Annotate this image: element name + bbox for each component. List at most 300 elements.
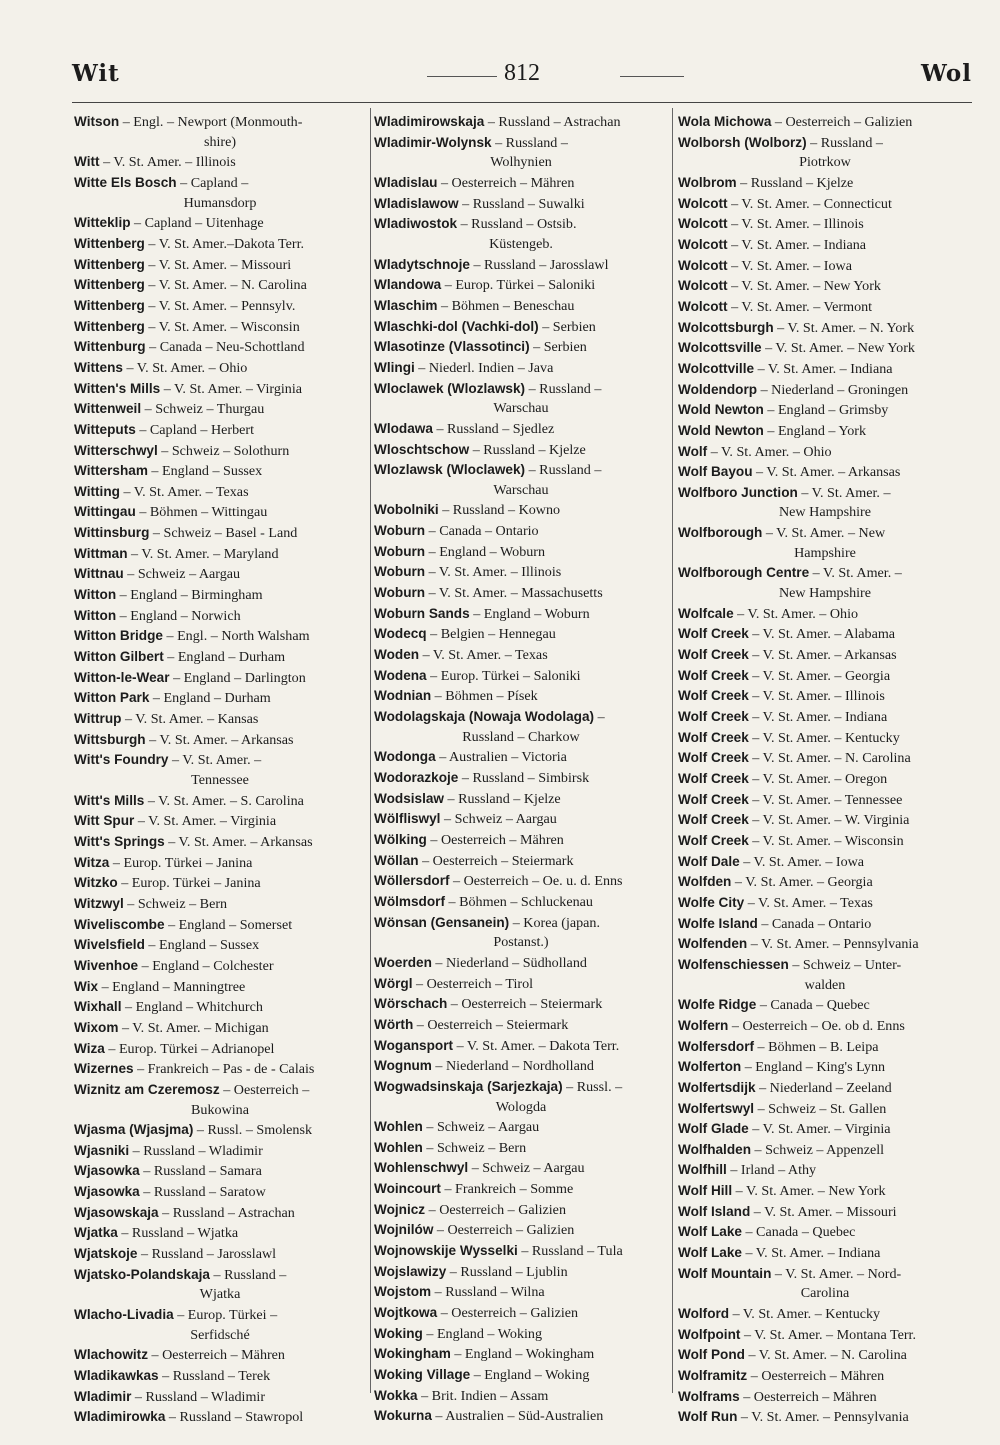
entry-line	[74, 112, 366, 133]
entry-continuation: Hampshire	[794, 544, 856, 561]
place-location: – Schweiz – Bern	[422, 1139, 527, 1156]
gazetteer-entry	[374, 583, 668, 604]
gazetteer-entry	[74, 730, 366, 751]
place-location: – Canada – Quebec	[741, 1224, 856, 1241]
place-name: Witt's Springs	[74, 833, 165, 849]
gazetteer-entry	[74, 275, 366, 296]
entry-line	[374, 645, 668, 666]
gazetteer-entry	[678, 831, 972, 852]
place-name: Wolf Creek	[678, 688, 749, 704]
place-name: Wolf Hill	[678, 1183, 733, 1199]
entry-line	[678, 214, 972, 235]
place-location: – Canada – Neu-Schottland	[145, 339, 305, 356]
place-location: – Schweiz – Aargau	[422, 1119, 540, 1136]
place-location: – V. St. Amer. – Missouri	[750, 1203, 897, 1220]
gazetteer-entry	[678, 769, 972, 790]
place-location: – Schweiz – Bern	[123, 895, 228, 912]
place-name: Wiza	[74, 1040, 105, 1056]
place-name: Witson	[74, 114, 120, 129]
place-name: Wittersham	[74, 463, 148, 479]
place-location: – V. St. Amer. – Illinois	[748, 688, 885, 705]
place-location: – V. St. Amer. – Kentucky	[748, 729, 900, 746]
entry-continuation: Küstengeb.	[489, 235, 553, 252]
entry-line	[74, 255, 366, 276]
entry-line	[74, 544, 366, 565]
gazetteer-entry	[74, 358, 366, 379]
entry-line	[74, 688, 366, 709]
gazetteer-entry	[374, 1303, 668, 1324]
gazetteer-entry	[74, 832, 366, 853]
place-location: – Russland – Kowno	[438, 502, 561, 519]
gazetteer-entry	[374, 112, 668, 133]
gazetteer-entry	[374, 460, 668, 500]
place-name: Wohlenschwyl	[374, 1160, 469, 1176]
entry-line	[74, 564, 366, 585]
place-location: – Europ. Türkei – Adrianopel	[104, 1040, 275, 1057]
entry-line	[374, 913, 668, 934]
place-location: – V. St. Amer. – Virginia	[748, 1121, 891, 1138]
gazetteer-entry	[374, 892, 668, 913]
place-name: Wolf Lake	[678, 1224, 742, 1240]
entry-line	[74, 915, 366, 936]
entry-line	[374, 296, 668, 317]
place-name: Wolcott	[678, 236, 728, 252]
place-location: – Russland – Suwalki	[458, 195, 585, 212]
gazetteer-entry	[678, 995, 972, 1016]
place-location: – Europ. Türkei – Janina	[117, 875, 261, 892]
place-location: – Böhmen – Písek	[431, 688, 538, 705]
gazetteer-entry	[74, 997, 366, 1018]
gazetteer-entry	[678, 421, 972, 442]
place-location: – Schweiz – Solothurn	[157, 442, 290, 459]
entry-continuation: shire)	[203, 133, 237, 150]
entry-line	[74, 832, 366, 853]
place-location: – Schweiz – Appenzell	[751, 1141, 885, 1158]
gazetteer-entry	[374, 809, 668, 830]
place-name: Wlodawa	[374, 420, 433, 436]
gazetteer-entry	[678, 1119, 972, 1140]
place-location: – Oesterreich – Galizien	[425, 1201, 566, 1218]
place-location: – V. St. Amer. – Pennsylvania	[737, 1409, 909, 1426]
entry-line	[374, 1386, 668, 1407]
gazetteer-entry	[374, 379, 668, 419]
place-name: Wiznitz am Czeremosz	[74, 1081, 220, 1097]
entry-line	[678, 831, 972, 852]
column-1	[74, 112, 366, 1432]
place-name: Wolford	[678, 1306, 730, 1322]
entry-line	[374, 768, 668, 789]
place-name: Wojslawizy	[374, 1263, 447, 1279]
place-location: – Serbien	[529, 339, 587, 356]
gazetteer-entry	[74, 709, 366, 730]
entry-line	[374, 707, 668, 728]
entry-line	[678, 523, 972, 544]
entry-continuation: Russland – Charkow	[462, 728, 580, 745]
place-name: Wolfe Ridge	[678, 997, 757, 1013]
entry-line	[678, 728, 972, 749]
entry-line	[374, 214, 668, 235]
place-location: – Russland – Wilna	[431, 1284, 545, 1301]
entry-line	[74, 1387, 366, 1408]
gazetteer-entry	[678, 1181, 972, 1202]
gazetteer-entry	[678, 112, 972, 133]
gazetteer-entry	[374, 1406, 668, 1427]
place-location: – V. St. Amer. – Pennsylvania	[747, 936, 919, 953]
gazetteer-entry	[74, 585, 366, 606]
gazetteer-entry	[374, 768, 668, 789]
entry-line	[374, 974, 668, 995]
place-name: Wola Michowa	[678, 114, 772, 129]
place-location: – Canada – Ontario	[425, 523, 539, 540]
place-name: Wolf Mountain	[678, 1265, 772, 1281]
entry-line	[678, 1160, 972, 1181]
entry-line	[374, 1262, 668, 1283]
place-name: Witt Spur	[74, 813, 135, 829]
entry-continuation: Postanst.)	[493, 934, 549, 951]
entry-line	[678, 1016, 972, 1037]
entry-line	[374, 851, 668, 872]
place-name: Wolcott	[678, 257, 728, 273]
gazetteer-entry	[678, 1037, 972, 1058]
gazetteer-entry	[74, 915, 366, 936]
place-location: – Böhmen – Schluckenau	[444, 893, 593, 910]
entry-line	[374, 953, 668, 974]
gazetteer-entry	[374, 440, 668, 461]
gazetteer-entry	[678, 707, 972, 728]
gazetteer-entry	[374, 275, 668, 296]
entry-line	[74, 750, 366, 771]
place-location: – V. St. Amer. – Montana Terr.	[740, 1326, 916, 1343]
entry-line	[374, 871, 668, 892]
gazetteer-entry	[678, 1387, 972, 1408]
place-location: – Frankreich – Somme	[440, 1181, 574, 1198]
entry-line	[678, 483, 972, 504]
place-name: Wörschach	[374, 996, 448, 1012]
place-location: – Europ. Türkei – Saloniki	[441, 277, 596, 294]
place-location: – V. St. Amer. – Connecticut	[727, 195, 892, 212]
place-name: Witterschwyl	[74, 442, 158, 458]
column-3	[678, 112, 972, 1432]
place-location: – V. St. Amer. – New York	[727, 278, 881, 295]
entry-line	[74, 234, 366, 255]
place-location: – V. St. Amer. – Iowa	[727, 257, 852, 274]
place-name: Wogwadsinskaja (Sarjezkaja)	[374, 1078, 563, 1094]
gazetteer-entry	[74, 152, 366, 173]
place-location: – Russland – Samara	[139, 1163, 262, 1180]
place-location: – Russland – Astrachan	[158, 1204, 295, 1221]
gazetteer-entry	[374, 133, 668, 173]
entry-line	[374, 542, 668, 563]
place-location: – V. St. Amer. – S. Carolina	[144, 792, 304, 809]
place-name: Wladimirowskaja	[374, 114, 485, 129]
entry-line	[374, 194, 668, 215]
place-location: – Oesterreich – Galizien	[437, 1305, 579, 1322]
gazetteer-entry	[374, 1282, 668, 1303]
gazetteer-entry	[678, 955, 972, 995]
gazetteer-entry	[74, 688, 366, 709]
entry-line	[678, 133, 972, 154]
place-name: Wölking	[374, 831, 427, 847]
place-name: Woburn	[374, 564, 426, 580]
gazetteer-entry	[678, 1407, 972, 1428]
place-location: – England – York	[763, 422, 867, 439]
place-location: – Oesterreich – Mähren	[747, 1368, 885, 1385]
gazetteer-entry	[74, 399, 366, 420]
gazetteer-entry	[74, 296, 366, 317]
place-location: – Oesterreich – Oe. ob d. Enns	[728, 1017, 905, 1034]
header-rule-right	[620, 76, 684, 77]
entry-line	[74, 502, 366, 523]
place-name: Wolf Glade	[678, 1121, 749, 1137]
gazetteer-entry	[678, 380, 972, 401]
place-name: Wjasowskaja	[74, 1204, 159, 1220]
place-name: Wolcott	[678, 298, 728, 314]
gazetteer-entry	[74, 1080, 366, 1120]
entry-line	[678, 380, 972, 401]
gazetteer-entry	[74, 337, 366, 358]
gazetteer-entry	[74, 1387, 366, 1408]
place-name: Wixom	[74, 1019, 119, 1035]
place-location: – England – Whitchurch	[121, 999, 263, 1016]
gazetteer-entry	[74, 1345, 366, 1366]
place-location: – V. St. Amer. – N. York	[773, 319, 915, 336]
gazetteer-entry	[374, 645, 668, 666]
place-location: – V. St. Amer. –	[168, 752, 262, 769]
entry-line	[74, 668, 366, 689]
gazetteer-entry	[374, 1179, 668, 1200]
gazetteer-entry	[678, 214, 972, 235]
entry-line	[374, 521, 668, 542]
gazetteer-entry	[74, 1223, 366, 1244]
place-name: Wokingham	[374, 1346, 451, 1362]
entry-line	[74, 873, 366, 894]
place-name: Wölmsdorf	[374, 893, 445, 909]
place-name: Wolfboro Junction	[678, 484, 798, 500]
entry-line	[678, 748, 972, 769]
gazetteer-entry	[374, 542, 668, 563]
gazetteer-entry	[374, 1158, 668, 1179]
place-name: Wittenberg	[74, 277, 145, 293]
place-name: Witton-le-Wear	[74, 669, 170, 685]
gazetteer-entry	[74, 1018, 366, 1039]
gazetteer-entry	[74, 935, 366, 956]
place-name: Witton Park	[74, 690, 150, 706]
place-location: – V. St. Amer. – Ohio	[707, 443, 832, 460]
place-location: – Niederland – Südholland	[431, 954, 587, 971]
entry-line	[374, 747, 668, 768]
place-location: – Russland – Saratow	[139, 1184, 266, 1201]
gazetteer-entry	[74, 1203, 366, 1224]
entry-line	[374, 440, 668, 461]
gazetteer-entry	[678, 442, 972, 463]
place-name: Wjasowka	[74, 1163, 140, 1179]
place-name: Wittenberg	[74, 297, 145, 313]
place-location: – Russland – Jarosslawl	[137, 1246, 277, 1263]
place-name: Wolf Lake	[678, 1245, 742, 1261]
place-location: – England – Woburn	[425, 543, 546, 560]
gazetteer-entry	[374, 1200, 668, 1221]
place-name: Wolframs	[678, 1388, 740, 1404]
entry-line	[374, 994, 668, 1015]
place-name: Wittens	[74, 359, 123, 375]
place-location: – Russland – Astrachan	[484, 114, 621, 130]
place-location: – V. St. Amer. – Indiana	[741, 1245, 881, 1262]
gazetteer-entry	[74, 668, 366, 689]
gazetteer-entry	[678, 1222, 972, 1243]
place-name: Wolfe City	[678, 894, 745, 910]
place-location: – Oesterreich – Galizien	[771, 114, 913, 130]
gazetteer-entry	[74, 1161, 366, 1182]
entry-line	[374, 1117, 668, 1138]
place-location: – Russland – Tula	[517, 1243, 623, 1260]
place-name: Wix	[74, 978, 99, 994]
place-name: Wolfertswyl	[678, 1100, 755, 1116]
place-name: Wixhall	[74, 999, 122, 1015]
gazetteer-entry	[374, 337, 668, 358]
place-name: Wolf Creek	[678, 709, 749, 725]
gazetteer-entry	[374, 317, 668, 338]
entry-continuation: Wjatka	[199, 1286, 241, 1303]
gazetteer-entry	[74, 1265, 366, 1305]
entry-line	[74, 1203, 366, 1224]
place-name: Wittrup	[74, 711, 122, 727]
place-name: Wöllan	[374, 852, 419, 868]
place-location: – V. St. Amer. – New York	[761, 340, 915, 357]
entry-line	[374, 1158, 668, 1179]
place-name: Wodolagskaja (Nowaja Wodolaga)	[374, 709, 595, 725]
place-name: Woden	[374, 647, 420, 663]
place-location: – England – Wokingham	[450, 1346, 595, 1363]
gazetteer-entry	[678, 934, 972, 955]
entry-continuation: Tennessee	[191, 772, 249, 788]
place-location: – V. St. Amer. – Illinois	[727, 216, 864, 233]
place-location: – V. St. Amer. – Arkansas	[748, 647, 897, 664]
place-location: – V. St. Amer. – Arkansas	[164, 833, 313, 850]
place-location: – Russland – Kjelze	[469, 441, 586, 458]
gazetteer-entry	[678, 872, 972, 893]
entry-line	[678, 1387, 972, 1408]
place-name: Woking	[374, 1325, 423, 1341]
header-right-keyword: Wol	[920, 60, 972, 87]
entry-line	[74, 420, 366, 441]
entry-line	[678, 1202, 972, 1223]
gazetteer-entry	[374, 666, 668, 687]
entry-line	[374, 1220, 668, 1241]
entry-line	[74, 811, 366, 832]
entry-line	[374, 562, 668, 583]
gazetteer-entry	[678, 893, 972, 914]
place-location: – Brit. Indien – Assam	[417, 1387, 549, 1404]
place-location: – V. St. Amer. – New York	[732, 1183, 886, 1200]
place-location: – Russland –	[525, 462, 602, 479]
entry-line	[678, 624, 972, 645]
place-location: – Russland –	[209, 1266, 287, 1283]
entry-line	[678, 462, 972, 483]
place-location: – Frankreich – Pas - de - Calais	[133, 1061, 315, 1078]
place-name: Wolf Creek	[678, 667, 749, 683]
place-location: – Russland – Ostsib.	[457, 216, 577, 233]
place-location: – Schweiz – St. Gallen	[754, 1100, 887, 1117]
entry-line	[374, 583, 668, 604]
place-name: Wittingau	[74, 504, 136, 520]
gazetteer-entry	[678, 1202, 972, 1223]
place-name: Wladimirowka	[74, 1409, 166, 1425]
place-name: Wojtkowa	[374, 1305, 438, 1321]
place-location: – Oesterreich – Steiermark	[413, 1016, 569, 1033]
place-location: – V. St. Amer. – Kansas	[121, 711, 259, 728]
gazetteer-entry	[374, 707, 668, 747]
gazetteer-entry	[374, 974, 668, 995]
place-location: – Russland – Kjelze	[736, 174, 854, 191]
place-location: – Europ. Türkei – Janina	[109, 854, 253, 871]
place-location: – V. St. Amer. – Indiana	[748, 709, 888, 726]
place-name: Wivenhoe	[74, 957, 139, 973]
gazetteer-entry	[74, 1182, 366, 1203]
gazetteer-entry	[678, 1099, 972, 1120]
place-name: Wolframitz	[678, 1368, 748, 1384]
place-name: Wittenberg	[74, 256, 145, 272]
place-name: Wolf Dale	[678, 853, 740, 869]
place-location: – V. St. Amer. – Georgia	[731, 874, 873, 891]
entry-line	[74, 1305, 366, 1326]
gazetteer-entry	[678, 1264, 972, 1304]
place-location: – Oesterreich – Steiermark	[447, 996, 603, 1013]
gazetteer-entry	[374, 1117, 668, 1138]
place-location: – V. St. Amer. – Pennsylv.	[144, 297, 296, 314]
place-location: – V. St. Amer. –	[809, 565, 902, 582]
entry-line	[74, 1018, 366, 1039]
gazetteer-entry	[374, 1365, 668, 1386]
gazetteer-entry	[74, 1244, 366, 1265]
entry-line	[678, 318, 972, 339]
entry-line	[678, 666, 972, 687]
entry-line	[374, 133, 668, 154]
place-name: Witt's Foundry	[74, 752, 169, 768]
place-name: Wloschtschow	[374, 441, 470, 457]
place-location: – Europ. Türkei – Saloniki	[426, 667, 581, 684]
entry-line	[374, 604, 668, 625]
entry-line	[374, 1200, 668, 1221]
place-name: Wjasma (Wjasjma)	[74, 1122, 194, 1138]
place-location: – Australien – Victoria	[435, 749, 567, 766]
place-name: Wokurna	[374, 1408, 432, 1424]
place-name: Wittinsburg	[74, 525, 150, 541]
place-name: Wolfertsdijk	[678, 1079, 756, 1095]
entry-line	[74, 1345, 366, 1366]
place-name: Wolcottsburgh	[678, 319, 774, 335]
gazetteer-entry	[74, 1039, 366, 1060]
gazetteer-entry	[374, 419, 668, 440]
entry-line	[374, 789, 668, 810]
place-location: – Russland – Wjatka	[117, 1225, 239, 1242]
place-name: Wolfenden	[678, 936, 748, 952]
entry-line	[74, 626, 366, 647]
place-name: Wivelsfield	[74, 937, 145, 953]
place-name: Wold Newton	[678, 422, 764, 438]
gazetteer-entry	[74, 1141, 366, 1162]
place-name: Woincourt	[374, 1181, 441, 1197]
entry-line	[74, 585, 366, 606]
place-name: Wladiwostok	[374, 216, 458, 232]
place-name: Woburn	[374, 543, 426, 559]
place-name: Wladislau	[374, 174, 438, 190]
place-location: – V. St. Amer. – N. Carolina	[744, 1347, 907, 1364]
gazetteer-entry	[374, 1138, 668, 1159]
place-location: – V. St. Amer. – Texas	[744, 894, 873, 911]
gazetteer-entry	[678, 728, 972, 749]
place-location: – V. St. Amer. – Ohio	[733, 605, 859, 622]
gazetteer-entry	[678, 1057, 972, 1078]
